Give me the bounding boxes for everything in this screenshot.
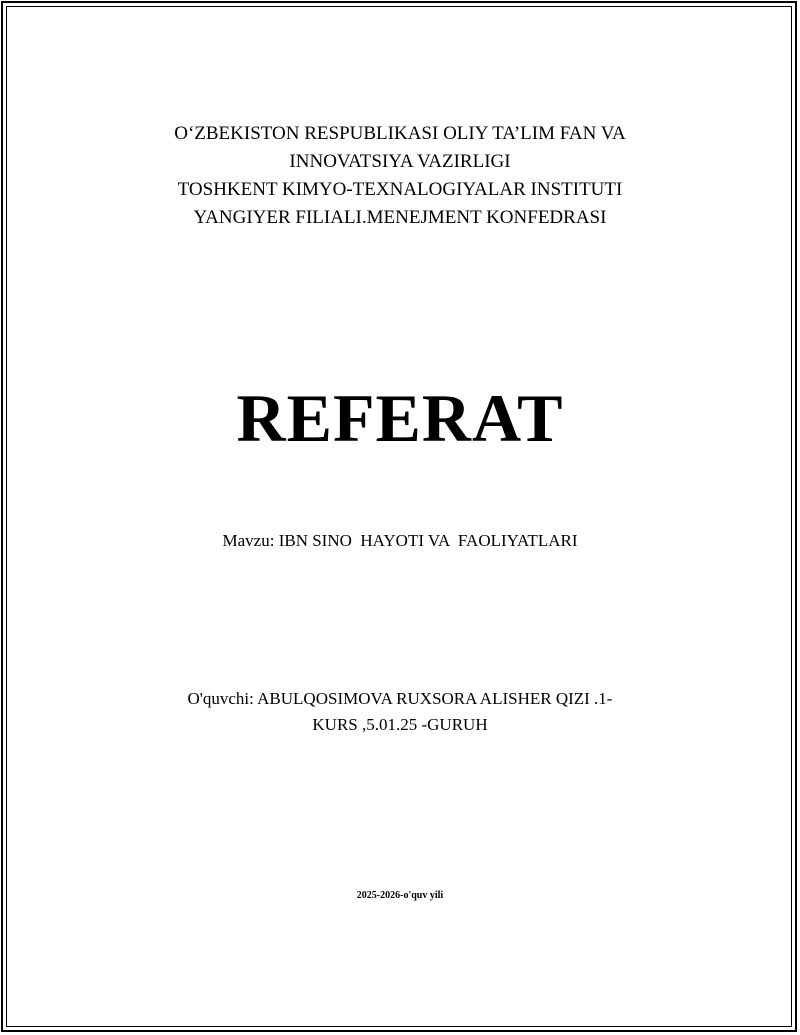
topic-line: Mavzu: IBN SINO HAYOTI VA FAOLIYATLARI [222, 531, 578, 550]
header-line: O‘ZBEKISTON RESPUBLIKASI OLIY TA’LIM FAN VA [174, 123, 626, 144]
student-info [0, 686, 800, 738]
header-line: TOSHKENT KIMYO-TEXNALOGIYALAR INSTITUTI [177, 179, 623, 200]
institution-header [0, 120, 800, 232]
student-line: KURS ,5.01.25 -GURUH [312, 715, 488, 734]
document-title: REFERAT [236, 380, 564, 456]
header-line: INNOVATSIYA VAZIRLIGI [289, 151, 511, 172]
student-line: O'quvchi: ABULQOSIMOVA RUXSORA ALISHER QIZI .1- [187, 689, 613, 708]
academic-year: 2025-2026-o'quv yili [356, 890, 444, 901]
header-line: YANGIYER FILIALI.MENEJMENT KONFEDRASI [193, 207, 607, 228]
